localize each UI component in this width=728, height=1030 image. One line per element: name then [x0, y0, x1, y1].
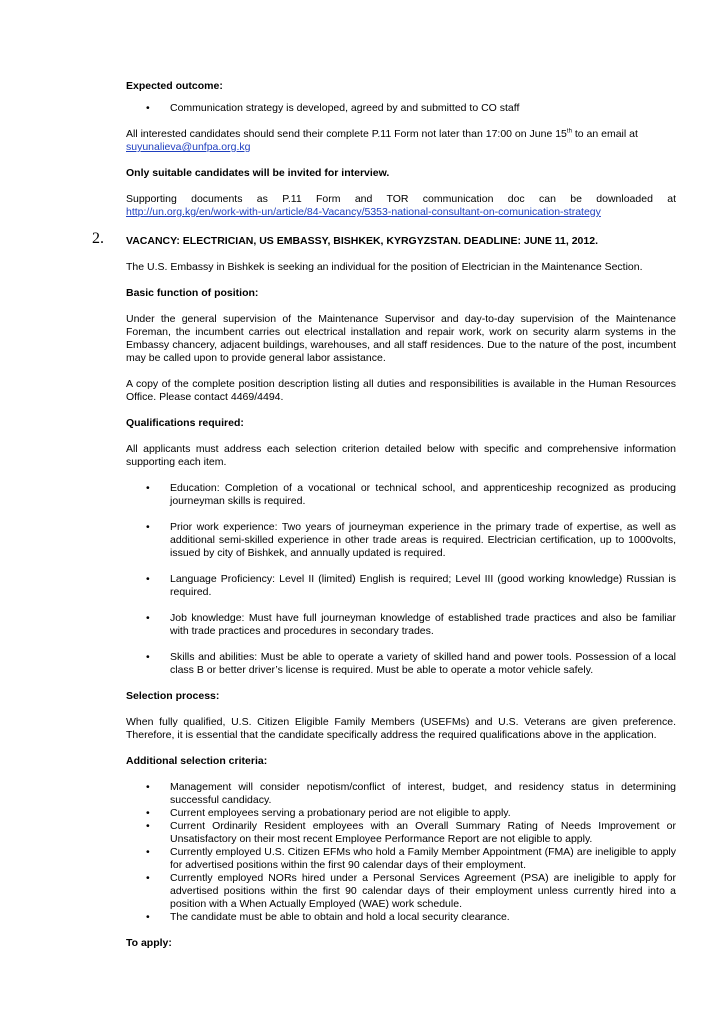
list-item: • Currently employed U.S. Citizen EFMs who hold a Family Member Appointment (FMA) are ineligible to apply for advertised positions within the first 90 calendar days of their employment. — [146, 846, 676, 871]
list-item: • Language Proficiency: Level II (limited) English is required; Level III (good working knowledge) Russian is required. — [146, 573, 676, 598]
vacancy-intro: The U.S. Embassy in Bishkek is seeking an individual for the position of Electrician in the Maintenance Section. — [126, 261, 643, 273]
bullet-icon: • — [146, 820, 150, 832]
section-heading: 2. VACANCY: ELECTRICIAN, US EMBASSY, BISHKEK, KYRGYZSTAN. DEADLINE: JUNE 11, 2012. — [92, 230, 598, 247]
bullet-icon: • — [146, 846, 150, 858]
apply-instructions: All interested candidates should send their complete P.11 Form not later than 17:00 on June 15th to an email at suyunalieva@unfpa.org.kg — [126, 128, 638, 153]
supporting-docs-link[interactable]: http://un.org.kg/en/work-with-un/article/84-Vacancy/5353-national-consultant-on-comunication-strategy — [126, 206, 601, 218]
only-suitable-note: Only suitable candidates will be invited for interview. — [126, 167, 390, 179]
position-description-text: A copy of the complete position description listing all duties and responsibilities is available in the Human Resources Office. Please contact 4469/4494. — [126, 378, 676, 403]
bullet-icon: • — [146, 911, 150, 923]
qualifications-list — [126, 482, 676, 677]
list-item: • Current employees serving a probationary period are not eligible to apply. — [146, 807, 511, 819]
qualifications-heading: Qualifications required: — [126, 417, 244, 429]
list-item: • Prior work experience: Two years of journeyman experience in the primary trade of expertise, as well as additional semi-skilled experience in other trade areas is required. Electrician certification, up to 1000volts, issued by city of Bishkek, and annually updated is required. — [146, 521, 676, 559]
list-item: • Current Ordinarily Resident employees with an Overall Summary Rating of Needs Improvement or Unsatisfactory on their most recent Employee Performance Report are not eligible to apply. — [146, 820, 676, 845]
list-item: • The candidate must be able to obtain and hold a local security clearance. — [146, 911, 510, 923]
bullet-icon: • — [146, 651, 150, 663]
list-item: • Currently employed NORs hired under a Personal Services Agreement (PSA) are ineligible to apply for advertised positions within the first 90 calendar days of their employment unless currently hired into a position with a When Actually Employed (WAE) work schedule. — [146, 872, 676, 910]
bullet-icon: • — [146, 612, 150, 624]
email-link[interactable]: suyunalieva@unfpa.org.kg — [126, 141, 251, 153]
supporting-docs-text: Supporting documents as P.11 Form and TOR communication doc can be downloaded at — [126, 193, 676, 205]
additional-criteria-heading: Additional selection criteria: — [126, 755, 268, 767]
selection-text: When fully qualified, U.S. Citizen Eligible Family Members (USEFMs) and U.S. Veterans are given preference. Therefore, it is essential that the candidate specifically address the required qualifications above in the application. — [126, 716, 676, 741]
basic-function-heading: Basic function of position: — [126, 287, 259, 299]
additional-criteria-list — [126, 781, 676, 924]
to-apply-heading: To apply: — [126, 937, 172, 949]
bullet-icon: • — [146, 807, 150, 819]
bullet-icon: • — [146, 573, 150, 585]
bullet-icon: • — [146, 781, 150, 793]
expected-outcome-list — [126, 102, 676, 115]
bullet-icon: • — [146, 872, 150, 884]
section-number: 2. — [92, 230, 104, 247]
basic-function-text: Under the general supervision of the Maintenance Supervisor and day-to-day supervision of the Maintenance Foreman, the incumbent carries out electrical installation and repair work, work on security alarm systems in the Embassy chancery, adjacent buildings, warehouses, and all staff residences. Due to the nature of the post, incumbent may be called upon to provide general labor assistance. — [126, 313, 676, 364]
bullet-icon: • — [146, 521, 150, 533]
supporting-docs-link-line — [126, 206, 676, 219]
list-item: • Education: Completion of a vocational or technical school, and apprenticeship recognized as producing journeyman skills is required. — [146, 482, 676, 507]
expected-outcome-heading: Expected outcome: — [126, 80, 223, 92]
list-item: • Skills and abilities: Must be able to operate a variety of skilled hand and power tools. Possession of a local class B or better driver’s license is required. Must be able to operate a motor vehicle safely. — [146, 651, 676, 676]
bullet-icon: • — [146, 102, 150, 114]
bullet-icon: • — [146, 482, 150, 494]
document-content — [92, 80, 676, 950]
qualifications-intro: All applicants must address each selection criterion detailed below with specific and comprehensive information supporting each item. — [126, 443, 676, 468]
selection-heading: Selection process: — [126, 690, 220, 702]
list-item: • Job knowledge: Must have full journeyman knowledge of established trade practices and also be familiar with trade practices and procedures in secondary trades. — [146, 612, 676, 637]
list-item: • Management will consider nepotism/conflict of interest, budget, and residency status in determining successful candidacy. — [146, 781, 676, 806]
list-item: • Communication strategy is developed, agreed by and submitted to CO staff — [146, 102, 520, 114]
